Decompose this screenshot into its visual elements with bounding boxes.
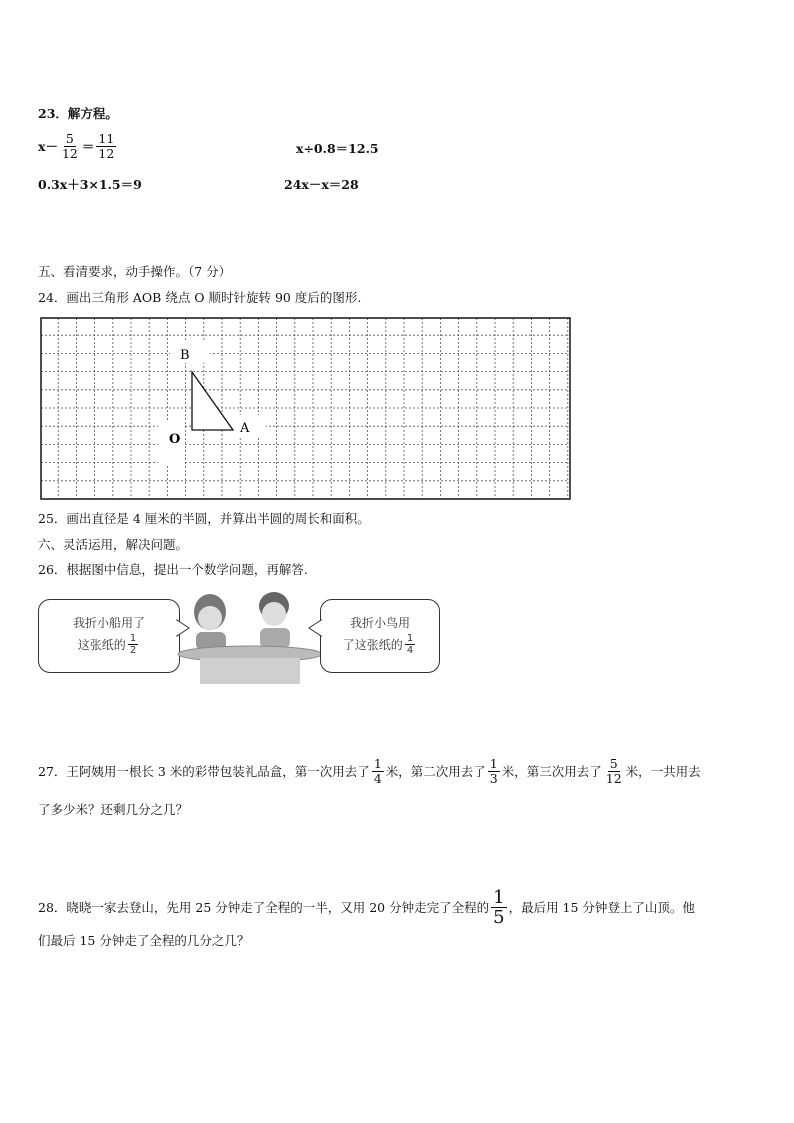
girl-face	[198, 606, 222, 630]
section-5-heading: 五、看清要求，动手操作。（7 分）	[38, 264, 232, 279]
right-bubble-line1: 我折小鸟用	[349, 616, 410, 630]
table-base	[200, 658, 300, 684]
children-illustration	[170, 588, 322, 684]
q24-grid-figure	[40, 317, 571, 500]
q28-line1	[38, 888, 695, 927]
grid-lines	[41, 318, 570, 499]
label-b-bg	[170, 341, 210, 363]
left-bubble-fraction: $\frac{1}{2}$	[129, 633, 137, 656]
label-b: B	[180, 348, 190, 363]
q23-header: 23．解方程。	[38, 106, 118, 121]
q24-text: 24．画出三角形 AOB 绕点 O 顺时针旋转 90 度后的图形.	[38, 290, 362, 305]
right-bubble-line2: 了这张纸的	[342, 638, 403, 652]
eq1-equals: ＝	[81, 138, 95, 154]
section-6-heading: 六、灵活运用，解决问题。	[38, 537, 189, 552]
q27-part1: 27．王阿姨用一根长 3 米的彩带包装礼品盒，第一次用去了	[38, 763, 370, 779]
label-a: A	[240, 421, 250, 436]
triangle-aob	[192, 372, 233, 430]
q27-part4: 米，一共用去	[625, 763, 701, 779]
right-bubble-tail	[308, 618, 322, 640]
q23-equation-2: x÷0.8＝12.5	[296, 141, 379, 156]
q23-equation-1	[38, 132, 118, 161]
q28-line2: 们最后 15 分钟走了全程的几分之几？	[38, 933, 250, 948]
q26-text: 26．根据图中信息，提出一个数学问题，再解答.	[38, 562, 308, 577]
q27-fraction-2: $\frac{1}{3}$	[489, 756, 498, 786]
q23-equation-4: 24x－x＝28	[284, 177, 359, 192]
q28-part1: 28．晓晓一家去登山，先用 25 分钟走了全程的一半，又用 20 分钟走完了全程的	[38, 899, 490, 915]
q27-fraction-1: $\frac{1}{4}$	[373, 756, 382, 786]
left-bubble-line1: 我折小船用了	[72, 616, 145, 630]
left-speech-bubble	[38, 599, 180, 673]
right-speech-bubble	[320, 599, 440, 673]
q27-line1	[38, 757, 701, 786]
q27-part3: 米，第三次用去了	[501, 763, 602, 779]
boy-body	[260, 628, 290, 648]
eq1-lhs: x－	[38, 138, 58, 154]
left-bubble-line2: 这张纸的	[77, 638, 126, 652]
q28-part2: ，最后用 15 分钟登上了山顶。他	[508, 899, 695, 915]
q25-text: 25．画出直径是 4 厘米的半圆，并算出半圆的周长和面积。	[38, 511, 370, 526]
eq1-fraction-right: $\frac{11}{12}$	[98, 131, 115, 161]
boy-face	[262, 602, 286, 626]
label-o: O	[169, 432, 181, 447]
q28-fraction: $\frac{1}{5}$	[493, 887, 505, 928]
grid-border	[41, 318, 570, 499]
q27-fraction-3: $\frac{5}{12}$	[605, 756, 622, 786]
q27-line2: 了多少米？还剩几分之几？	[38, 802, 189, 817]
q23-equation-3: 0.3x＋3×1.5＝9	[38, 177, 142, 192]
right-bubble-fraction: $\frac{1}{4}$	[406, 633, 414, 656]
q27-part2: 米，第二次用去了	[385, 763, 486, 779]
eq1-fraction-left: $\frac{5}{12}$	[61, 131, 78, 161]
